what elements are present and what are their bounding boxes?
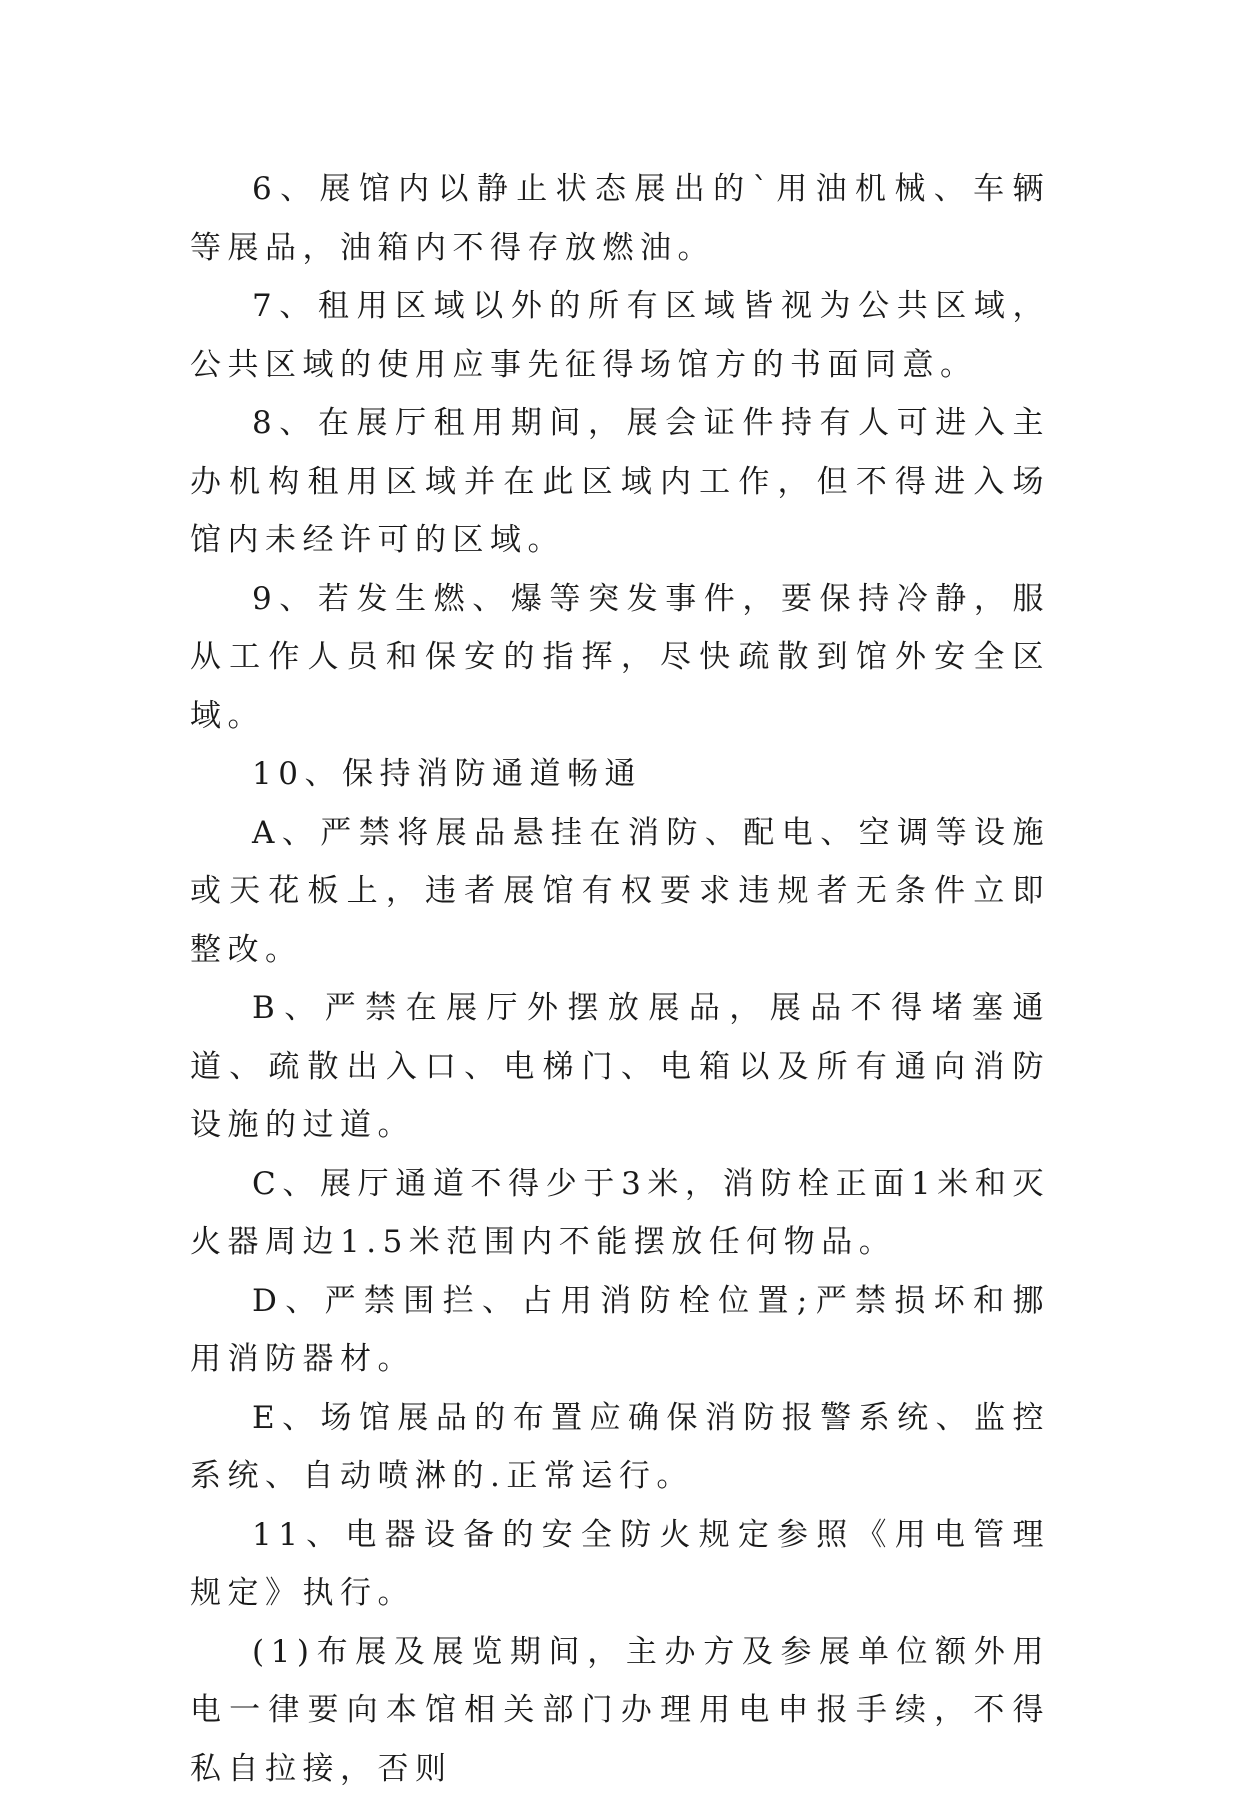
- document-page: [190, 160, 1050, 1798]
- paragraph-subitem-c: C、展厅通道不得少于3米，消防栓正面1米和灭火器周边1.5米范围内不能摆放任何物品。: [190, 1155, 1050, 1272]
- paragraph-item-8: 8、在展厅租用期间，展会证件持有人可进入主办机构租用区域并在此区域内工作，但不得进入场馆内未经许可的区域。: [190, 394, 1050, 570]
- paragraph-subitem-b: B、严禁在展厅外摆放展品，展品不得堵塞通道、疏散出入口、电梯门、电箱以及所有通向消防设施的过道。: [190, 979, 1050, 1155]
- paragraph-item-10: 10、保持消防通道畅通: [190, 745, 1050, 804]
- paragraph-subitem-1: (1)布展及展览期间，主办方及参展单位额外用电一律要向本馆相关部门办理用电申报手续，不得私自拉接，否则: [190, 1623, 1050, 1798]
- paragraph-item-11: 11、电器设备的安全防火规定参照《用电管理规定》执行。: [190, 1506, 1050, 1623]
- paragraph-subitem-a: A、严禁将展品悬挂在消防、配电、空调等设施或天花板上，违者展馆有权要求违规者无条件立即整改。: [190, 804, 1050, 980]
- paragraph-item-7: 7、租用区域以外的所有区域皆视为公共区域，公共区域的使用应事先征得场馆方的书面同意。: [190, 277, 1050, 394]
- paragraph-subitem-e: E、场馆展品的布置应确保消防报警系统、监控系统、自动喷淋的.正常运行。: [190, 1389, 1050, 1506]
- paragraph-item-6: 6、展馆内以静止状态展出的`用油机械、车辆等展品，油箱内不得存放燃油。: [190, 160, 1050, 277]
- paragraph-subitem-d: D、严禁围拦、占用消防栓位置;严禁损坏和挪用消防器材。: [190, 1272, 1050, 1389]
- paragraph-item-9: 9、若发生燃、爆等突发事件，要保持冷静，服从工作人员和保安的指挥，尽快疏散到馆外安全区域。: [190, 570, 1050, 746]
